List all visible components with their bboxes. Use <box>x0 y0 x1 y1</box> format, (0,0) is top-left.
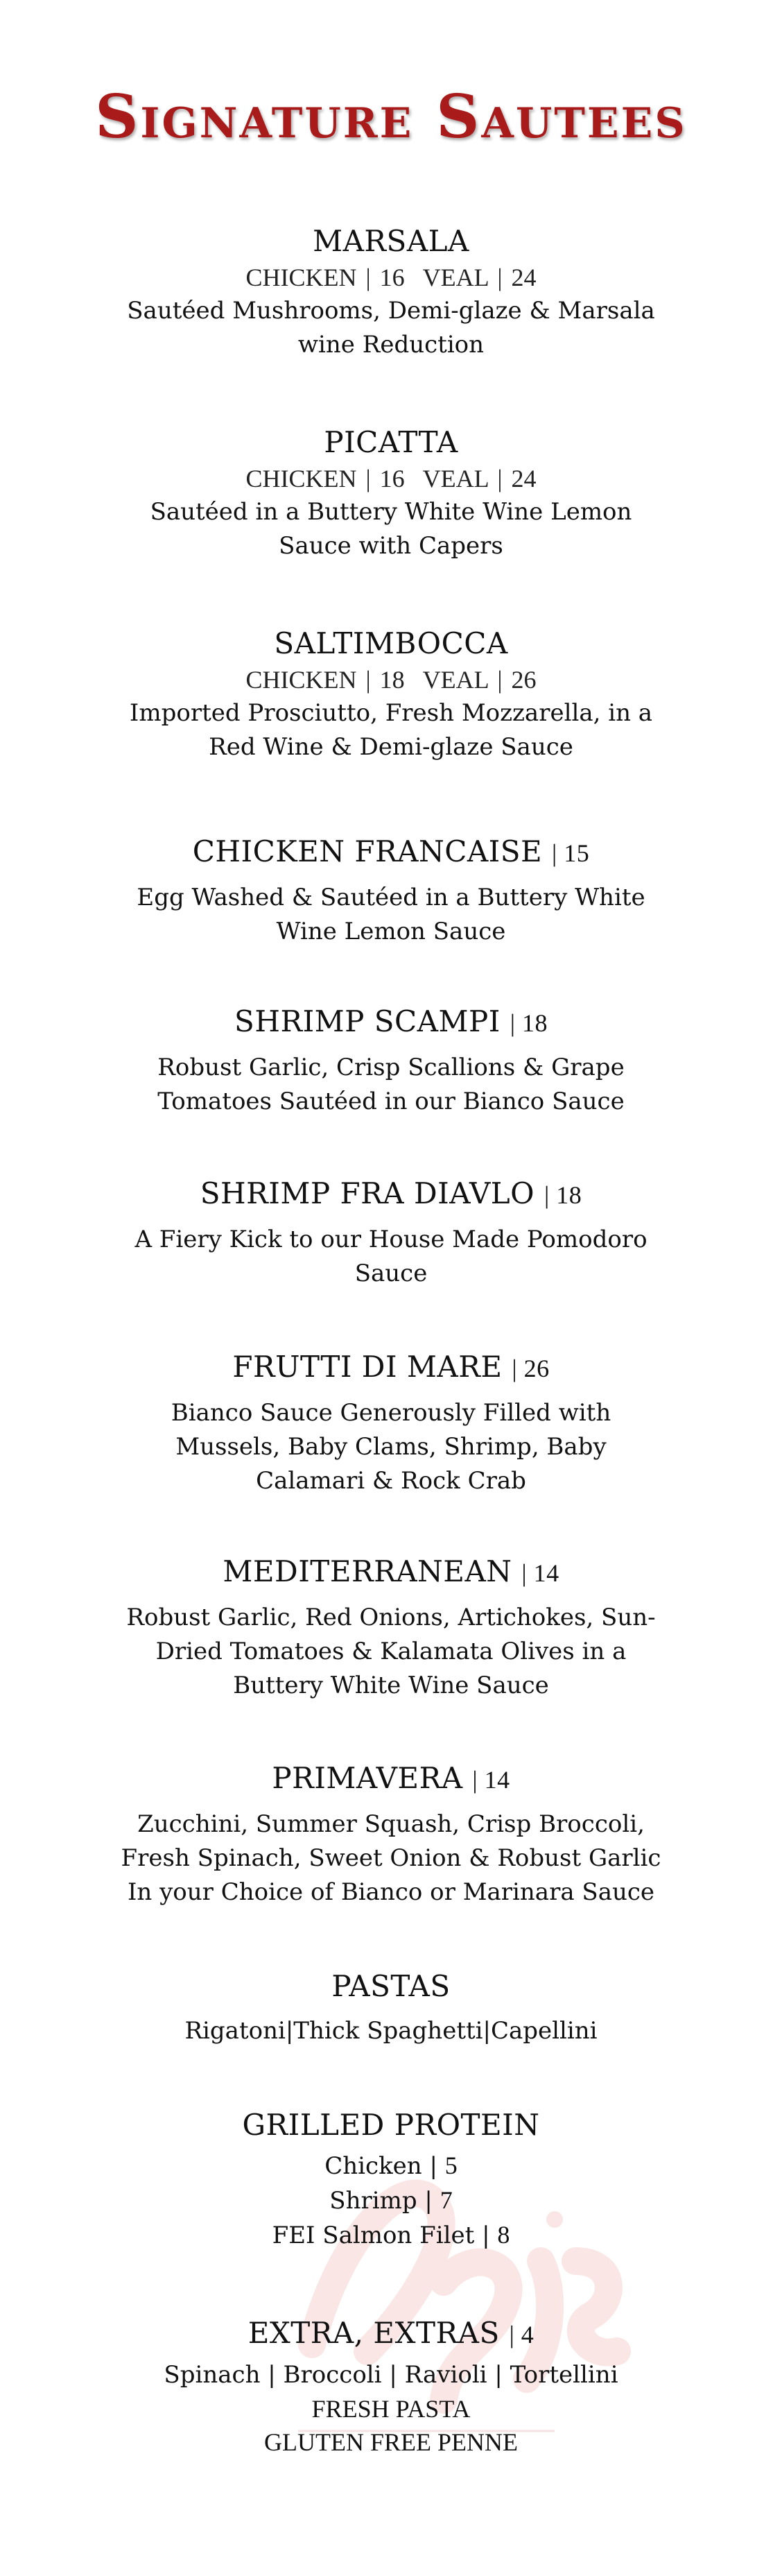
dish-prices <box>69 462 713 495</box>
dish-price: | 14 <box>521 1559 559 1587</box>
protein-label: Shrimp | <box>329 2187 433 2215</box>
menu-section-extras <box>69 2314 713 2459</box>
page-title: Signature Sautees <box>95 82 687 152</box>
dish-description <box>69 294 713 362</box>
dish-name <box>69 832 713 873</box>
dish-name <box>69 1552 713 1592</box>
menu-item-picatta <box>69 423 713 624</box>
veal-price: VEAL | 26 <box>422 666 537 694</box>
dish-description <box>69 1601 713 1703</box>
protein-item <box>69 2183 713 2218</box>
description-line: Red Wine & Demi-glaze Sauce <box>209 733 573 761</box>
dish-name <box>69 1348 713 1388</box>
pasta-list: Rigatoni|Thick Spaghetti|Capellini <box>184 2017 598 2045</box>
dish-title: CHICKEN FRANCAISE <box>192 834 543 868</box>
chicken-price: CHICKEN | 16 <box>245 465 405 492</box>
chicken-price: CHICKEN | 16 <box>245 264 405 291</box>
menu-section-pastas <box>69 1967 713 2106</box>
description-line: Sautéed in a Buttery White Wine Lemon <box>150 498 632 526</box>
description-line: Calamari & Rock Crab <box>256 1467 526 1495</box>
menu <box>69 222 713 2459</box>
description-line: Sauce with Capers <box>279 532 503 560</box>
dish-name <box>69 1174 713 1214</box>
section-heading <box>69 2314 713 2354</box>
description-line: Bianco Sauce Generously Filled with <box>171 1399 611 1427</box>
section-heading: GRILLED PROTEIN <box>242 2108 540 2142</box>
description-line: Sautéed Mushrooms, Demi-glaze & Marsala <box>127 297 655 325</box>
dish-prices <box>69 261 713 294</box>
dish-description <box>69 1051 713 1119</box>
description-line: In your Choice of Bianco or Marinara Sauce <box>127 1878 655 1906</box>
protein-item <box>69 2218 713 2253</box>
dish-title: EXTRA, EXTRAS <box>247 2316 500 2350</box>
dish-description <box>69 881 713 949</box>
dish-description <box>69 1396 713 1498</box>
menu-item-shrimp-scampi <box>69 1002 713 1174</box>
description-line: Robust Garlic, Crisp Scallions & Grape <box>157 1054 625 1081</box>
chicken-price: CHICKEN | 18 <box>245 666 405 694</box>
description-line: Robust Garlic, Red Onions, Artichokes, Sun- <box>126 1604 656 1631</box>
dish-price: | 18 <box>510 1009 548 1037</box>
section-heading: PASTAS <box>331 1969 451 2003</box>
dish-description <box>69 696 713 764</box>
description-line: Imported Prosciutto, Fresh Mozzarella, in a <box>129 699 653 727</box>
dish-title: SHRIMP SCAMPI <box>234 1004 501 1038</box>
description-line: Sauce <box>354 1260 428 1287</box>
menu-item-primavera <box>69 1759 713 1967</box>
menu-item-chicken-francaise <box>69 832 713 1002</box>
menu-section-grilled-protein <box>69 2106 713 2314</box>
dish-prices <box>69 663 713 696</box>
dish-description <box>69 1223 713 1291</box>
description-line: Mussels, Baby Clams, Shrimp, Baby <box>175 1433 607 1461</box>
description-line: A Fiery Kick to our House Made Pomodoro <box>134 1226 648 1253</box>
dish-name: SALTIMBOCCA <box>274 626 508 660</box>
protein-price: 7 <box>440 2186 453 2214</box>
extras-fresh-pasta: FRESH PASTA <box>311 2395 471 2423</box>
dish-price: | 4 <box>509 2321 535 2349</box>
veal-price: VEAL | 24 <box>422 264 537 291</box>
extras-list: Spinach | Broccoli | Ravioli | Tortellini <box>164 2361 618 2389</box>
dish-price: | 14 <box>472 1766 510 1794</box>
description-line: Egg Washed & Sautéed in a Buttery White <box>137 884 645 911</box>
dish-name: MARSALA <box>313 224 469 258</box>
dish-title: FRUTTI DI MARE <box>232 1350 503 1384</box>
menu-item-marsala <box>69 222 713 423</box>
description-line: Dried Tomatoes & Kalamata Olives in a <box>155 1638 627 1665</box>
description-line: Tomatoes Sautéed in our Bianco Sauce <box>157 1088 625 1115</box>
protein-price: 8 <box>497 2221 510 2249</box>
veal-price: VEAL | 24 <box>422 465 537 492</box>
protein-price: 5 <box>444 2152 458 2179</box>
dish-price: | 26 <box>512 1355 550 1382</box>
protein-item <box>69 2149 713 2183</box>
protein-label: FEI Salmon Filet | <box>272 2222 490 2249</box>
dish-name <box>69 1002 713 1042</box>
dish-price: | 15 <box>552 839 590 867</box>
dish-name <box>69 1759 713 1799</box>
description-line: Fresh Spinach, Sweet Onion & Robust Garlic <box>121 1844 661 1872</box>
dish-name: PICATTA <box>324 425 458 459</box>
menu-item-shrimp-fra-diavlo <box>69 1174 713 1348</box>
dish-description <box>69 495 713 563</box>
extras-gluten-free: GLUTEN FREE PENNE <box>264 2428 518 2456</box>
dish-price: | 18 <box>544 1181 582 1209</box>
description-line: Buttery White Wine Sauce <box>233 1672 549 1699</box>
menu-item-saltimbocca <box>69 624 713 832</box>
menu-item-mediterranean <box>69 1552 713 1759</box>
description-line: Zucchini, Summer Squash, Crisp Broccoli, <box>137 1810 645 1838</box>
protein-label: Chicken | <box>324 2152 437 2180</box>
dish-title: PRIMAVERA <box>272 1761 463 1795</box>
description-line: Wine Lemon Sauce <box>276 918 506 945</box>
dish-title: MEDITERRANEAN <box>223 1554 512 1588</box>
description-line: wine Reduction <box>297 331 485 359</box>
menu-item-frutti-di-mare <box>69 1348 713 1552</box>
dish-description <box>69 1808 713 1909</box>
dish-title: SHRIMP FRA DIAVLO <box>200 1176 535 1210</box>
